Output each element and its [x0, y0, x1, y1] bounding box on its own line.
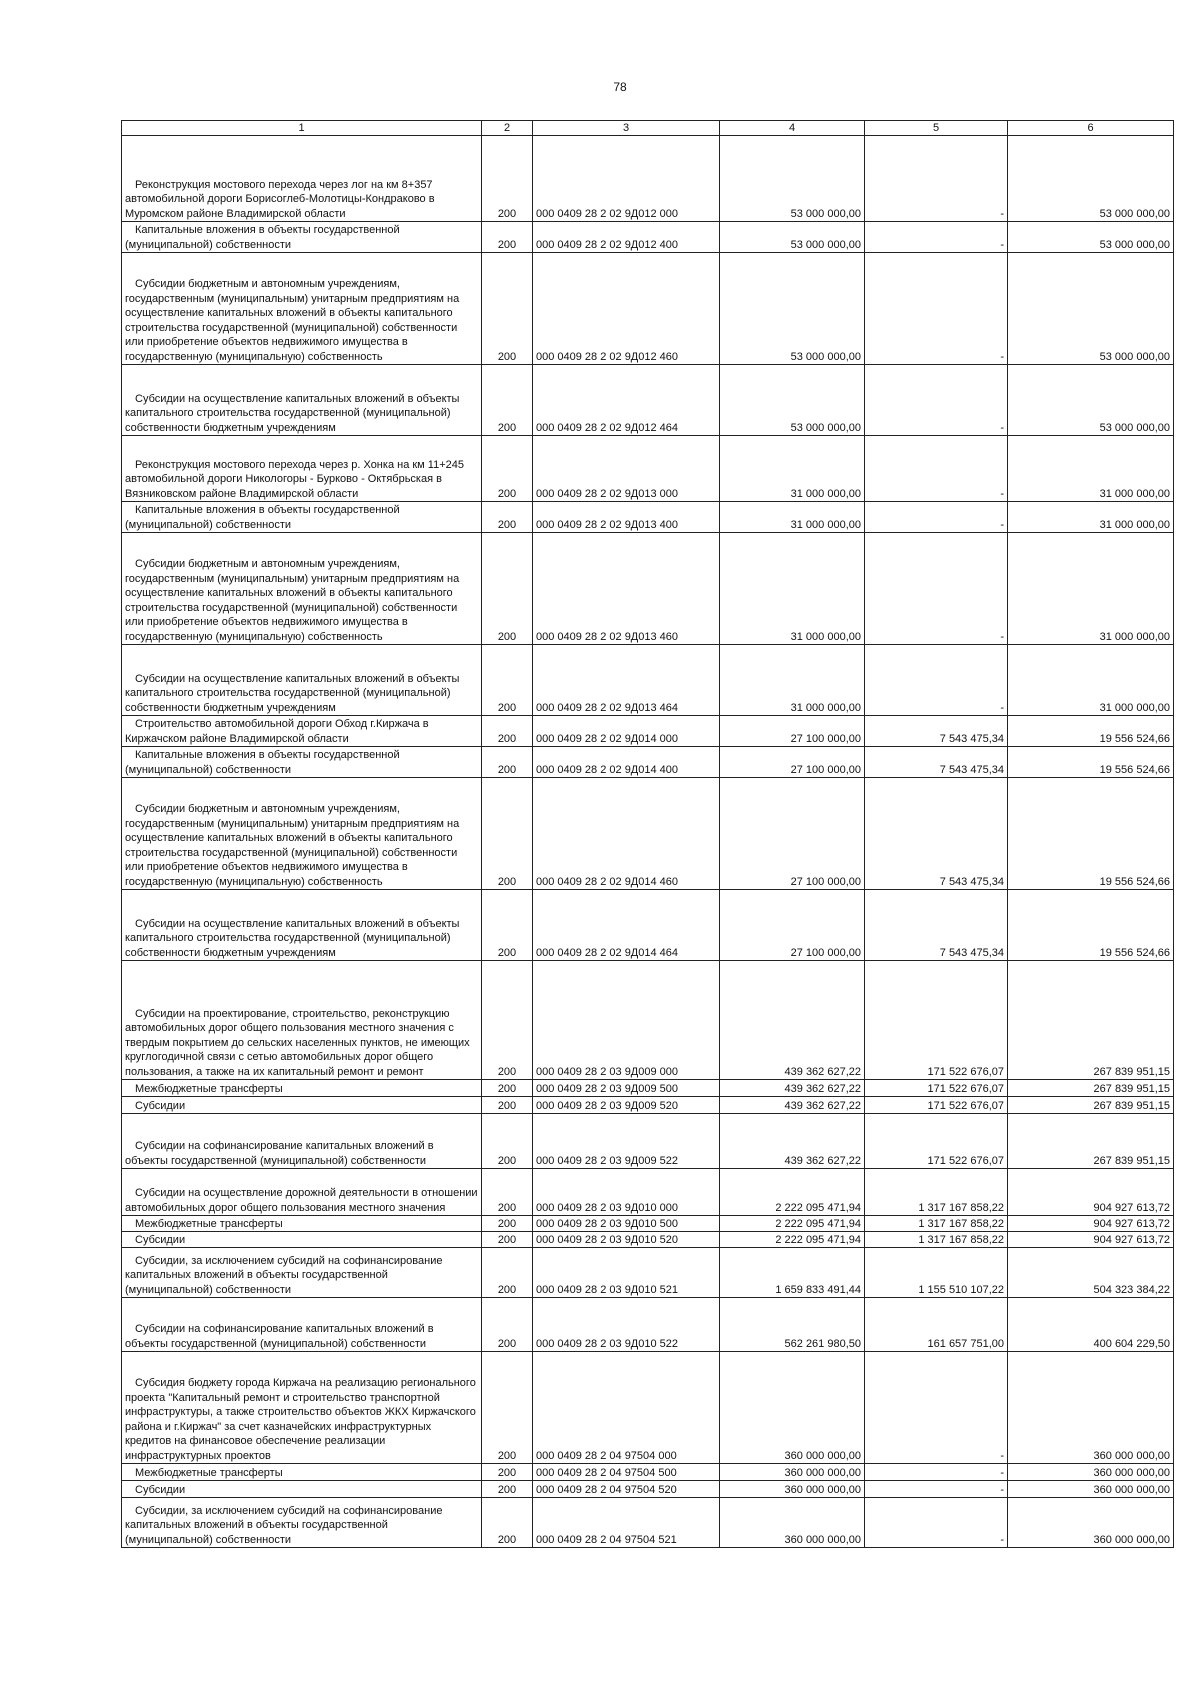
column-header: 2	[482, 121, 533, 136]
column-header: 5	[865, 121, 1008, 136]
row-name-text: Капитальные вложения в объекты государственной (муниципальной) собственности	[125, 224, 400, 251]
row-remaining-amount: 504 323 384,22	[1008, 1248, 1174, 1298]
row-name-text: Реконструкция мостового перехода через лог на км 8+357 автомобильной дороги Борисоглеб-Молотицы-Кондраково в Муромском районе Владимирской области	[125, 178, 435, 220]
row-remaining-amount: 400 604 229,50	[1008, 1298, 1174, 1352]
row-executed-amount: 171 522 676,07	[865, 1080, 1008, 1097]
row-name-text: Строительство автомобильной дороги Обход г.Киржача в Киржачском районе Владимирской области	[125, 718, 429, 745]
table-row	[122, 1169, 1174, 1216]
row-remaining-amount: 360 000 000,00	[1008, 1498, 1174, 1548]
table-row	[122, 365, 1174, 436]
row-executed-amount: -	[865, 436, 1008, 502]
row-approved-amount: 27 100 000,00	[720, 890, 865, 961]
row-name-text: Субсидии на проектирование, строительство, реконструкцию автомобильных дорог общего пользования местного значения с твердым покрытием до сельских населенных пунктов, не имеющих круглогодичной связи с сетью автомобильных дорог общего пользования, а также на их капитальный ремонт и ремонт	[125, 1007, 470, 1078]
table-row	[122, 1216, 1174, 1232]
row-name-text: Субсидии	[135, 1234, 186, 1246]
row-classification-code: 000 0409 28 2 03 9Д010 522	[533, 1298, 720, 1352]
row-name-text: Субсидии, за исключением субсидий на софинансирование капитальных вложений в объекты государственной (муниципальной) собственности	[125, 1504, 443, 1546]
row-admin-code: 200	[482, 778, 533, 890]
row-approved-amount: 27 100 000,00	[720, 716, 865, 747]
row-name-text: Субсидии на осуществление дорожной деятельности в отношении автомобильных дорог общего пользования местного значения	[125, 1187, 478, 1214]
row-name	[122, 222, 482, 253]
row-name	[122, 1498, 482, 1548]
table-row	[122, 253, 1174, 365]
row-classification-code: 000 0409 28 2 02 9Д013 000	[533, 436, 720, 502]
row-remaining-amount: 360 000 000,00	[1008, 1464, 1174, 1481]
row-admin-code: 200	[482, 1248, 533, 1298]
table-row	[122, 136, 1174, 222]
row-classification-code: 000 0409 28 2 04 97504 520	[533, 1481, 720, 1498]
row-remaining-amount: 53 000 000,00	[1008, 253, 1174, 365]
table-row	[122, 890, 1174, 961]
row-classification-code: 000 0409 28 2 02 9Д013 460	[533, 533, 720, 645]
row-remaining-amount: 904 927 613,72	[1008, 1216, 1174, 1232]
row-admin-code: 200	[482, 1097, 533, 1114]
row-admin-code: 200	[482, 961, 533, 1080]
row-name-text: Субсидии на софинансирование капитальных вложений в объекты государственной (муниципальной) собственности	[125, 1140, 434, 1167]
row-name	[122, 1097, 482, 1114]
row-remaining-amount: 31 000 000,00	[1008, 645, 1174, 716]
row-executed-amount: -	[865, 1481, 1008, 1498]
row-approved-amount: 31 000 000,00	[720, 502, 865, 533]
row-remaining-amount: 19 556 524,66	[1008, 716, 1174, 747]
row-executed-amount: -	[865, 1498, 1008, 1548]
row-remaining-amount: 31 000 000,00	[1008, 436, 1174, 502]
row-approved-amount: 439 362 627,22	[720, 961, 865, 1080]
row-executed-amount: 7 543 475,34	[865, 890, 1008, 961]
row-remaining-amount: 53 000 000,00	[1008, 222, 1174, 253]
row-executed-amount: 1 317 167 858,22	[865, 1232, 1008, 1248]
row-name	[122, 1216, 482, 1232]
row-name	[122, 890, 482, 961]
row-name-text: Реконструкция мостового перехода через р. Хонка на км 11+245 автомобильной дороги Никологоры - Бурково - Октябрьская в Вязниковском районе Владимирской области	[125, 458, 464, 500]
row-remaining-amount: 19 556 524,66	[1008, 778, 1174, 890]
table-row	[122, 1352, 1174, 1464]
row-approved-amount: 562 261 980,50	[720, 1298, 865, 1352]
row-remaining-amount: 904 927 613,72	[1008, 1232, 1174, 1248]
row-approved-amount: 360 000 000,00	[720, 1352, 865, 1464]
table-row	[122, 1481, 1174, 1498]
budget-table	[121, 120, 1174, 1548]
row-admin-code: 200	[482, 1352, 533, 1464]
row-approved-amount: 439 362 627,22	[720, 1097, 865, 1114]
row-name	[122, 1248, 482, 1298]
row-name-text: Субсидии на осуществление капитальных вложений в объекты капитального строительства государственной (муниципальной) собственности бюджетным учреждениям	[125, 917, 460, 959]
row-executed-amount: 7 543 475,34	[865, 747, 1008, 778]
row-classification-code: 000 0409 28 2 02 9Д014 460	[533, 778, 720, 890]
row-name	[122, 747, 482, 778]
row-admin-code: 200	[482, 1464, 533, 1481]
row-approved-amount: 53 000 000,00	[720, 365, 865, 436]
row-name-text: Межбюджетные трансферты	[135, 1467, 283, 1479]
row-executed-amount: -	[865, 253, 1008, 365]
row-classification-code: 000 0409 28 2 03 9Д010 520	[533, 1232, 720, 1248]
row-executed-amount: 171 522 676,07	[865, 1114, 1008, 1169]
row-name-text: Капитальные вложения в объекты государственной (муниципальной) собственности	[125, 504, 400, 531]
row-remaining-amount: 360 000 000,00	[1008, 1352, 1174, 1464]
row-executed-amount: -	[865, 222, 1008, 253]
row-remaining-amount: 267 839 951,15	[1008, 1097, 1174, 1114]
row-executed-amount: 1 155 510 107,22	[865, 1248, 1008, 1298]
row-approved-amount: 53 000 000,00	[720, 136, 865, 222]
row-remaining-amount: 53 000 000,00	[1008, 136, 1174, 222]
row-executed-amount: -	[865, 365, 1008, 436]
row-approved-amount: 53 000 000,00	[720, 222, 865, 253]
table-row	[122, 1248, 1174, 1298]
row-executed-amount: 161 657 751,00	[865, 1298, 1008, 1352]
row-admin-code: 200	[482, 502, 533, 533]
row-remaining-amount: 267 839 951,15	[1008, 1114, 1174, 1169]
row-admin-code: 200	[482, 890, 533, 961]
table-row	[122, 502, 1174, 533]
row-name-text: Капитальные вложения в объекты государственной (муниципальной) собственности	[125, 749, 400, 776]
table-row	[122, 1114, 1174, 1169]
row-classification-code: 000 0409 28 2 03 9Д010 000	[533, 1169, 720, 1216]
row-executed-amount: -	[865, 136, 1008, 222]
row-name	[122, 1232, 482, 1248]
row-executed-amount: 7 543 475,34	[865, 778, 1008, 890]
row-classification-code: 000 0409 28 2 03 9Д009 000	[533, 961, 720, 1080]
row-name-text: Субсидии	[135, 1484, 186, 1496]
row-name	[122, 645, 482, 716]
row-name	[122, 1114, 482, 1169]
row-remaining-amount: 267 839 951,15	[1008, 961, 1174, 1080]
table-row	[122, 645, 1174, 716]
row-name	[122, 502, 482, 533]
row-remaining-amount: 360 000 000,00	[1008, 1481, 1174, 1498]
row-name	[122, 533, 482, 645]
row-approved-amount: 1 659 833 491,44	[720, 1248, 865, 1298]
row-name	[122, 1481, 482, 1498]
row-approved-amount: 2 222 095 471,94	[720, 1232, 865, 1248]
row-remaining-amount: 53 000 000,00	[1008, 365, 1174, 436]
row-executed-amount: 171 522 676,07	[865, 961, 1008, 1080]
column-header: 1	[122, 121, 482, 136]
row-admin-code: 200	[482, 645, 533, 716]
row-admin-code: 200	[482, 1114, 533, 1169]
row-classification-code: 000 0409 28 2 02 9Д014 400	[533, 747, 720, 778]
row-admin-code: 200	[482, 1298, 533, 1352]
row-admin-code: 200	[482, 1080, 533, 1097]
row-classification-code: 000 0409 28 2 02 9Д012 460	[533, 253, 720, 365]
row-approved-amount: 439 362 627,22	[720, 1114, 865, 1169]
row-approved-amount: 2 222 095 471,94	[720, 1169, 865, 1216]
row-name	[122, 1352, 482, 1464]
row-classification-code: 000 0409 28 2 04 97504 000	[533, 1352, 720, 1464]
row-approved-amount: 360 000 000,00	[720, 1498, 865, 1548]
row-admin-code: 200	[482, 365, 533, 436]
row-executed-amount: -	[865, 1352, 1008, 1464]
row-approved-amount: 2 222 095 471,94	[720, 1216, 865, 1232]
row-name	[122, 365, 482, 436]
row-admin-code: 200	[482, 1169, 533, 1216]
row-admin-code: 200	[482, 1216, 533, 1232]
row-admin-code: 200	[482, 436, 533, 502]
row-approved-amount: 27 100 000,00	[720, 747, 865, 778]
row-remaining-amount: 31 000 000,00	[1008, 502, 1174, 533]
row-name	[122, 1464, 482, 1481]
row-admin-code: 200	[482, 533, 533, 645]
row-name-text: Субсидия бюджету города Киржача на реализацию регионального проекта "Капитальный ремонт и строительство транспортной инфраструктуры, а также строительство объектов ЖКХ Киржачского района и г.Киржач" за счет казначейских инфраструктурных кредитов на финансовое обеспечение реализации инфраструктурных проектов	[125, 1377, 476, 1462]
table-row	[122, 778, 1174, 890]
row-admin-code: 200	[482, 1481, 533, 1498]
row-classification-code: 000 0409 28 2 03 9Д009 500	[533, 1080, 720, 1097]
table-row	[122, 716, 1174, 747]
row-name-text: Межбюджетные трансферты	[135, 1218, 283, 1230]
row-executed-amount: 7 543 475,34	[865, 716, 1008, 747]
row-classification-code: 000 0409 28 2 02 9Д012 400	[533, 222, 720, 253]
row-name-text: Субсидии на осуществление капитальных вложений в объекты капитального строительства государственной (муниципальной) собственности бюджетным учреждениям	[125, 672, 460, 714]
row-admin-code: 200	[482, 747, 533, 778]
row-name	[122, 136, 482, 222]
table-row	[122, 1080, 1174, 1097]
row-admin-code: 200	[482, 222, 533, 253]
row-remaining-amount: 19 556 524,66	[1008, 747, 1174, 778]
row-approved-amount: 31 000 000,00	[720, 533, 865, 645]
column-header: 3	[533, 121, 720, 136]
header-row	[122, 121, 1174, 136]
row-classification-code: 000 0409 28 2 04 97504 521	[533, 1498, 720, 1548]
row-classification-code: 000 0409 28 2 03 9Д009 522	[533, 1114, 720, 1169]
row-admin-code: 200	[482, 253, 533, 365]
row-name-text: Субсидии на софинансирование капитальных вложений в объекты государственной (муниципальной) собственности	[125, 1323, 434, 1350]
row-executed-amount: 1 317 167 858,22	[865, 1169, 1008, 1216]
row-name-text: Субсидии, за исключением субсидий на софинансирование капитальных вложений в объекты государственной (муниципальной) собственности	[125, 1254, 443, 1296]
row-executed-amount: -	[865, 502, 1008, 533]
row-name-text: Межбюджетные трансферты	[135, 1083, 283, 1095]
row-approved-amount: 439 362 627,22	[720, 1080, 865, 1097]
row-remaining-amount: 19 556 524,66	[1008, 890, 1174, 961]
table-row	[122, 747, 1174, 778]
row-name	[122, 436, 482, 502]
row-executed-amount: -	[865, 1464, 1008, 1481]
row-remaining-amount: 904 927 613,72	[1008, 1169, 1174, 1216]
row-admin-code: 200	[482, 1498, 533, 1548]
row-classification-code: 000 0409 28 2 04 97504 500	[533, 1464, 720, 1481]
table-body	[122, 136, 1174, 1548]
column-header: 4	[720, 121, 865, 136]
row-name-text: Субсидии бюджетным и автономным учреждениям, государственным (муниципальным) унитарным предприятиям на осуществление капитальных вложений в объекты капитального строительства государственной (муниципальной) собственности или приобретение объектов недвижимого имущества в государственную (муниципальную) собственность	[125, 558, 460, 643]
row-name	[122, 778, 482, 890]
row-classification-code: 000 0409 28 2 02 9Д014 464	[533, 890, 720, 961]
row-name	[122, 716, 482, 747]
row-admin-code: 200	[482, 1232, 533, 1248]
row-classification-code: 000 0409 28 2 03 9Д010 521	[533, 1248, 720, 1298]
row-executed-amount: -	[865, 533, 1008, 645]
row-approved-amount: 31 000 000,00	[720, 436, 865, 502]
row-name	[122, 253, 482, 365]
row-name-text: Субсидии бюджетным и автономным учреждениям, государственным (муниципальным) унитарным предприятиям на осуществление капитальных вложений в объекты капитального строительства государственной (муниципальной) собственности или приобретение объектов недвижимого имущества в государственную (муниципальную) собственность	[125, 278, 460, 363]
row-remaining-amount: 31 000 000,00	[1008, 533, 1174, 645]
table-row	[122, 1232, 1174, 1248]
row-approved-amount: 27 100 000,00	[720, 778, 865, 890]
column-header: 6	[1008, 121, 1174, 136]
row-classification-code: 000 0409 28 2 02 9Д013 400	[533, 502, 720, 533]
row-approved-amount: 53 000 000,00	[720, 253, 865, 365]
row-name-text: Субсидии на осуществление капитальных вложений в объекты капитального строительства государственной (муниципальной) собственности бюджетным учреждениям	[125, 392, 460, 434]
row-classification-code: 000 0409 28 2 02 9Д012 464	[533, 365, 720, 436]
row-classification-code: 000 0409 28 2 02 9Д014 000	[533, 716, 720, 747]
table-row	[122, 961, 1174, 1080]
row-executed-amount: 171 522 676,07	[865, 1097, 1008, 1114]
row-approved-amount: 360 000 000,00	[720, 1464, 865, 1481]
row-admin-code: 200	[482, 136, 533, 222]
row-admin-code: 200	[482, 716, 533, 747]
row-name	[122, 1298, 482, 1352]
row-name	[122, 961, 482, 1080]
table-row	[122, 222, 1174, 253]
row-executed-amount: -	[865, 645, 1008, 716]
table-row	[122, 1464, 1174, 1481]
row-name	[122, 1169, 482, 1216]
row-classification-code: 000 0409 28 2 02 9Д012 000	[533, 136, 720, 222]
table-row	[122, 1498, 1174, 1548]
table-row	[122, 1298, 1174, 1352]
row-classification-code: 000 0409 28 2 03 9Д009 520	[533, 1097, 720, 1114]
row-remaining-amount: 267 839 951,15	[1008, 1080, 1174, 1097]
row-classification-code: 000 0409 28 2 02 9Д013 464	[533, 645, 720, 716]
row-name	[122, 1080, 482, 1097]
row-classification-code: 000 0409 28 2 03 9Д010 500	[533, 1216, 720, 1232]
table-row	[122, 436, 1174, 502]
table-row	[122, 1097, 1174, 1114]
row-approved-amount: 31 000 000,00	[720, 645, 865, 716]
row-name-text: Субсидии	[135, 1100, 186, 1112]
row-name-text: Субсидии бюджетным и автономным учреждениям, государственным (муниципальным) унитарным предприятиям на осуществление капитальных вложений в объекты капитального строительства государственной (муниципальной) собственности или приобретение объектов недвижимого имущества в государственную (муниципальную) собственность	[125, 803, 460, 888]
row-executed-amount: 1 317 167 858,22	[865, 1216, 1008, 1232]
table-row	[122, 533, 1174, 645]
row-approved-amount: 360 000 000,00	[720, 1481, 865, 1498]
page-number: 78	[613, 80, 627, 94]
